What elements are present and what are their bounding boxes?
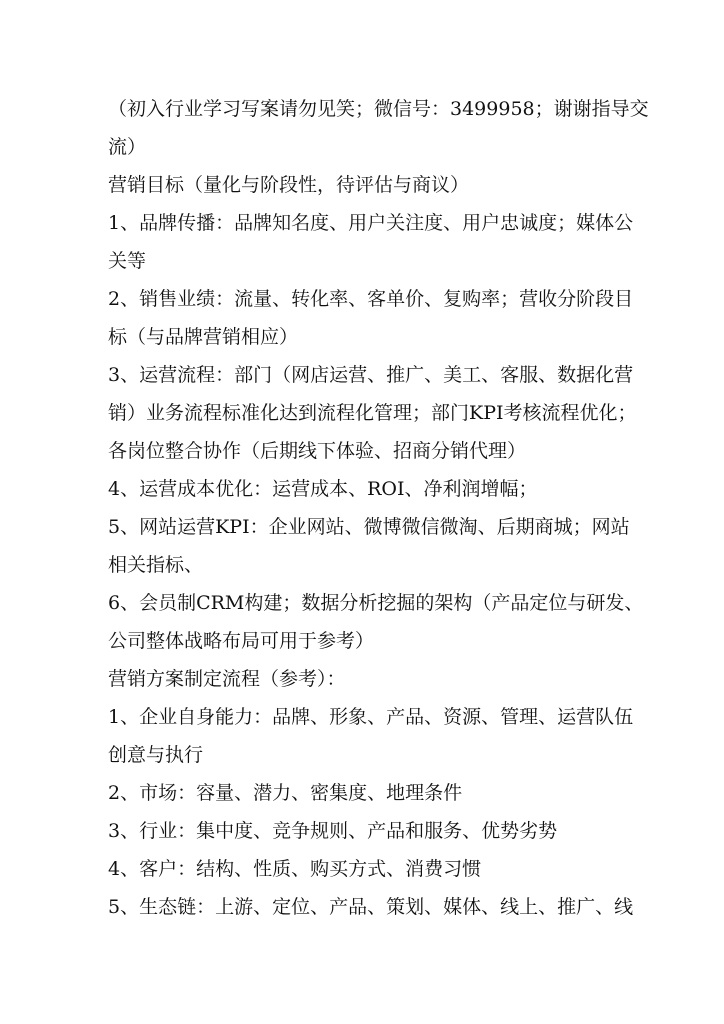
list-item: 2、销售业绩：流量、转化率、客单价、复购率；营收分阶段目 xyxy=(108,288,634,310)
list-item: 6、会员制CRM构建；数据分析挖掘的架构（产品定位与研发、 xyxy=(108,592,644,614)
document-body xyxy=(108,90,649,926)
list-item: 1、企业自身能力：品牌、形象、产品、资源、管理、运营队伍 xyxy=(108,706,634,728)
list-item: 5、生态链：上游、定位、产品、策划、媒体、线上、推广、线 xyxy=(108,896,634,918)
list-item: 3、运营流程：部门（网店运营、推广、美工、客服、数据化营 xyxy=(108,364,634,386)
list-item: 4、运营成本优化：运营成本、ROI、净利润增幅； xyxy=(108,478,538,500)
text-line: （初入行业学习写案请勿见笑；微信号：3499958；谢谢指导交 xyxy=(108,98,649,120)
list-item: 2、市场：容量、潜力、密集度、地理条件 xyxy=(108,782,463,804)
list-item: 1、品牌传播：品牌知名度、用户关注度、用户忠诚度；媒体公 xyxy=(108,212,634,234)
list-item-continuation: 销）业务流程标准化达到流程化管理；部门KPI考核流程优化； xyxy=(108,402,637,424)
text-line: 流） xyxy=(108,136,147,158)
list-item-continuation: 公司整体战略布局可用于参考） xyxy=(108,630,375,652)
list-item-continuation: 关等 xyxy=(108,250,147,272)
list-item: 3、行业：集中度、竞争规则、产品和服务、优势劣势 xyxy=(108,820,558,842)
list-item-continuation: 相关指标、 xyxy=(108,554,204,576)
list-item: 4、客户：结构、性质、购买方式、消费习惯 xyxy=(108,858,482,880)
section-heading: 营销方案制定流程（参考）： xyxy=(108,668,346,690)
section-heading: 营销目标（量化与阶段性，待评估与商议） xyxy=(108,174,470,196)
list-item: 5、网站运营KPI：企业网站、微博微信微淘、后期商城；网站 xyxy=(108,516,630,538)
list-item-continuation: 各岗位整合协作（后期线下体验、招商分销代理） xyxy=(108,440,527,462)
list-item-continuation: 标（与品牌营销相应） xyxy=(108,326,299,348)
list-item-continuation: 创意与执行 xyxy=(108,744,204,766)
